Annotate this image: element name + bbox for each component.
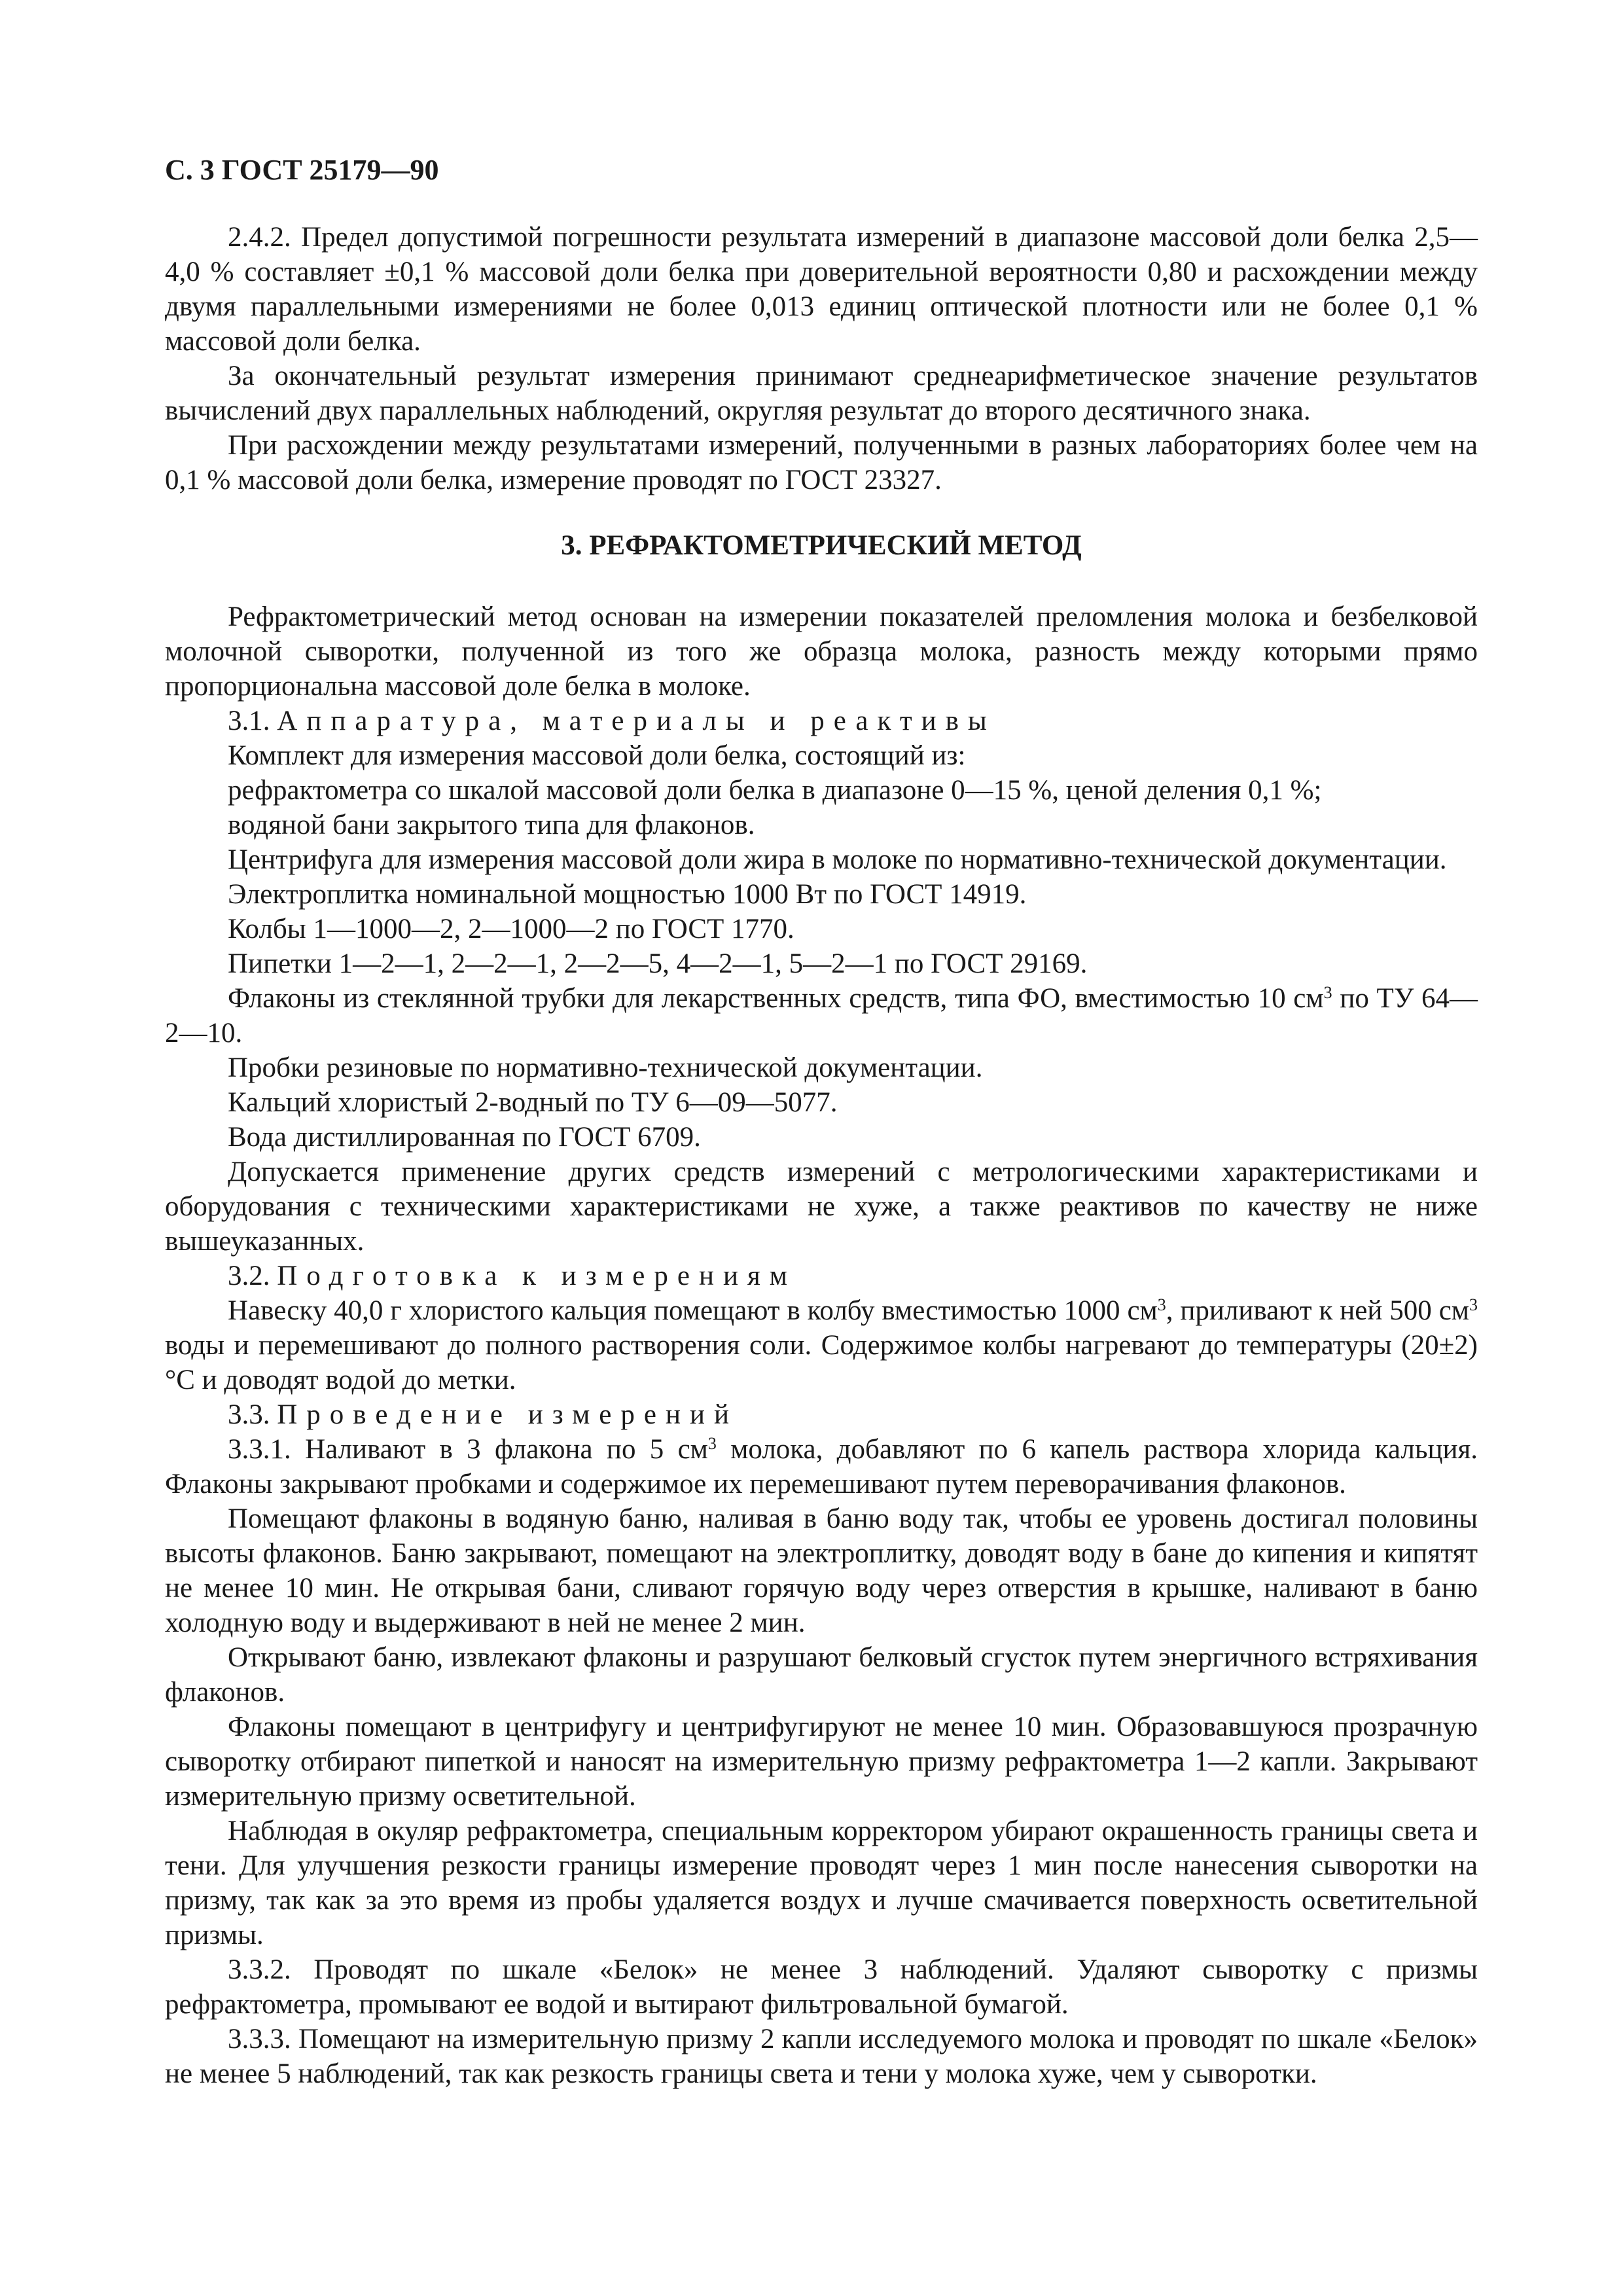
subsection-number: 3.1. bbox=[228, 706, 270, 736]
document-page bbox=[165, 151, 1478, 2091]
list-item: Вода дистиллированная по ГОСТ 6709. bbox=[228, 1122, 701, 1153]
list-item: водяной бани закрытого типа для флаконов. bbox=[228, 810, 755, 840]
paragraph-centrifuge: Флаконы помещают в центрифугу и центрифугируют не менее 10 мин. Образовавшуюся прозрачную сыворотку отбирают пипеткой и наносят на измерительную призму рефрактометра 1—2 капли. Закрывают измерительную призму осветительной. bbox=[165, 1712, 1478, 1812]
list-item: Комплект для измерения массовой доли белка, состоящий из: bbox=[228, 740, 966, 771]
page-header: С. 3 ГОСТ 25179—90 bbox=[165, 154, 439, 186]
paragraph-preparation: Навеску 40,0 г хлористого кальция помещают в колбу вместимостью 1000 $см^3$, приливают к ней 500 $см^3$ воды и перемешивают до полного растворения соли. Содержимое колбы нагревают до температуры (20±2) °С и доводят водой до метки. bbox=[165, 1295, 1478, 1395]
subsection-3-2-heading bbox=[165, 1259, 1478, 1293]
paragraph-2-4-2: 2.4.2. Предел допустимой погрешности результата измерений в диапазоне массовой доли белка 2,5—4,0 % составляет ±0,1 % массовой доли белка при доверительной вероятности 0,80 и расхождении между двумя параллельными измерениями не более 0,013 единиц оптической плотности или не более 0,1 % массовой доли белка. bbox=[165, 222, 1478, 357]
subsection-3-3-heading bbox=[165, 1397, 1478, 1432]
subsection-3-1-heading bbox=[165, 704, 1478, 738]
list-item: Центрифуга для измерения массовой доли жира в молоке по нормативно-технической документации. bbox=[228, 844, 1447, 875]
section-title: 3. РЕФРАКТОМЕТРИЧЕСКИЙ МЕТОД bbox=[561, 530, 1082, 561]
subsection-number: 3.3. bbox=[228, 1399, 270, 1430]
list-item: Пипетки 1—2—1, 2—2—1, 2—2—5, 4—2—1, 5—2—1 по ГОСТ 29169. bbox=[228, 948, 1088, 979]
subsection-title: Аппаратура, материалы и реактивы bbox=[277, 706, 996, 736]
subsection-title: Подготовка к измерениям bbox=[277, 1261, 796, 1291]
paragraph-3-3-3: 3.3.3. Помещают на измерительную призму 2 капли исследуемого молока и проводят по шкале «Белок» не менее 5 наблюдений, так как резкость границы света и тени у молока хуже, чем у сыворотки. bbox=[165, 2024, 1478, 2089]
subsection-title: Проведение измерений bbox=[277, 1399, 739, 1430]
paragraph-water-bath: Помещают флаконы в водяную баню, наливая в баню воду так, чтобы ее уровень достигал половины высоты флаконов. Баню закрывают, помещают на электроплитку, доводят воду в бане до кипения и кипятят не менее 10 мин. Не открывая бани, сливают горячую воду через отверстия в крышке, наливают в баню холодную воду и выдерживают в ней не менее 2 мин. bbox=[165, 1503, 1478, 1638]
list-item: Колбы 1—1000—2, 2—1000—2 по ГОСТ 1770. bbox=[228, 914, 794, 944]
paragraph-discrepancy: При расхождении между результатами измерений, полученными в разных лабораториях более чем на 0,1 % массовой доли белка, измерение проводят по ГОСТ 23327. bbox=[165, 430, 1478, 495]
list-item: Допускается применение других средств измерений с метрологическими характеристиками и оборудования с техническими характеристиками не хуже, а также реактивов по качеству не ниже вышеуказанных. bbox=[165, 1157, 1478, 1257]
paragraph-3-3-1: 3.3.1. Наливают в 3 флакона по 5 $см^3$ молока, добавляют по 6 капель раствора хлорида кальция. Флаконы закрывают пробками и содержимое их перемешивают путем переворачивания флаконов. bbox=[165, 1434, 1478, 1499]
list-item: рефрактометра со шкалой массовой доли белка в диапазоне 0—15 %, ценой деления 0,1 %; bbox=[228, 775, 1322, 806]
list-item: Флаконы из стеклянной трубки для лекарственных средств, типа ФО, вместимостью 10 $см^3$ по ТУ 64—2—10. bbox=[165, 983, 1478, 1049]
paragraph-eyepiece: Наблюдая в окуляр рефрактометра, специальным корректором убирают окрашенность границы света и тени. Для улучшения резкости границы измерение проводят через 1 мин после нанесения сыворотки на призму, так как за это время из пробы удаляется воздух и лучше смачивается поверхность осветительной призмы. bbox=[165, 1816, 1478, 1950]
subsection-number: 3.2. bbox=[228, 1261, 270, 1291]
list-item: Электроплитка номинальной мощностью 1000 Вт по ГОСТ 14919. bbox=[228, 879, 1027, 910]
paragraph-final-result: За окончательный результат измерения принимают среднеарифметическое значение результатов вычислений двух параллельных наблюдений, округляя результат до второго десятичного знака. bbox=[165, 361, 1478, 426]
paragraph-3-3-2: 3.3.2. Проводят по шкале «Белок» не менее 3 наблюдений. Удаляют сыворотку с призмы рефрактометра, промывают ее водой и вытирают фильтровальной бумагой. bbox=[165, 1954, 1478, 2020]
paragraph-intro: Рефрактометрический метод основан на измерении показателей преломления молока и безбелковой молочной сыворотки, полученной из того же образца молока, разность между которыми прямо пропорциональна массовой доле белка в молоке. bbox=[165, 601, 1478, 702]
list-item: Кальций хлористый 2-водный по ТУ 6—09—5077. bbox=[228, 1087, 838, 1118]
paragraph-open-bath: Открывают баню, извлекают флаконы и разрушают белковый сгусток путем энергичного встряхивания флаконов. bbox=[165, 1642, 1478, 1708]
list-item: Пробки резиновые по нормативно-технической документации. bbox=[228, 1052, 983, 1083]
